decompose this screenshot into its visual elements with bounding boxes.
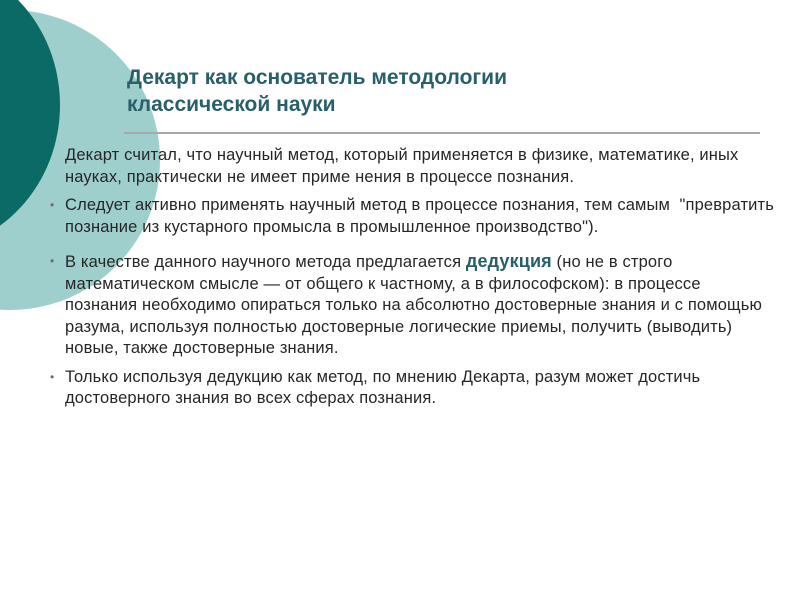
bullet-item-2 — [47, 195, 777, 238]
keyword-deduction: дедукция — [465, 251, 552, 271]
bullet-text: Декарт считал, что научный метод, который применяется в физике, математике, иных науках, практически не имеет приме нения в процессе познания. — [65, 146, 744, 186]
bullet-item-3 — [47, 251, 777, 360]
slide-title — [127, 64, 747, 118]
bullet-text-before: В качестве данного научного метода предлагается — [65, 253, 466, 271]
slide-title-line-2: классической науки — [127, 93, 336, 116]
bullet-text: Следует активно применять научный метод в процессе познания, тем самым "превратить познание из кустарного промысла в промышленное производство"). — [65, 196, 779, 236]
bullet-item-1 — [47, 145, 777, 188]
bullet-text: Только используя дедукцию как метод, по мнению Декарта, разум может достичь достоверного знания во всех сферах познания. — [65, 367, 706, 407]
slide-title-line-1: Декарт как основатель методологии — [127, 66, 507, 89]
bullet-marker: • — [50, 198, 55, 212]
bullet-marker: • — [50, 369, 55, 384]
bullet-list — [47, 145, 777, 410]
title-divider — [124, 132, 760, 134]
bullet-text — [65, 253, 767, 357]
bullet-item-4 — [47, 367, 777, 410]
bullet-marker: • — [50, 254, 55, 268]
bullet-text-after: (но не в строго математическом смысле — от общего к частному, а в философском): в процессе познания необходимо опираться только на абсолютно достоверные знания и с помощью разума, используя полностью достоверные логические приемы, получить (выводить) новые, также достоверные знания. — [65, 253, 767, 357]
